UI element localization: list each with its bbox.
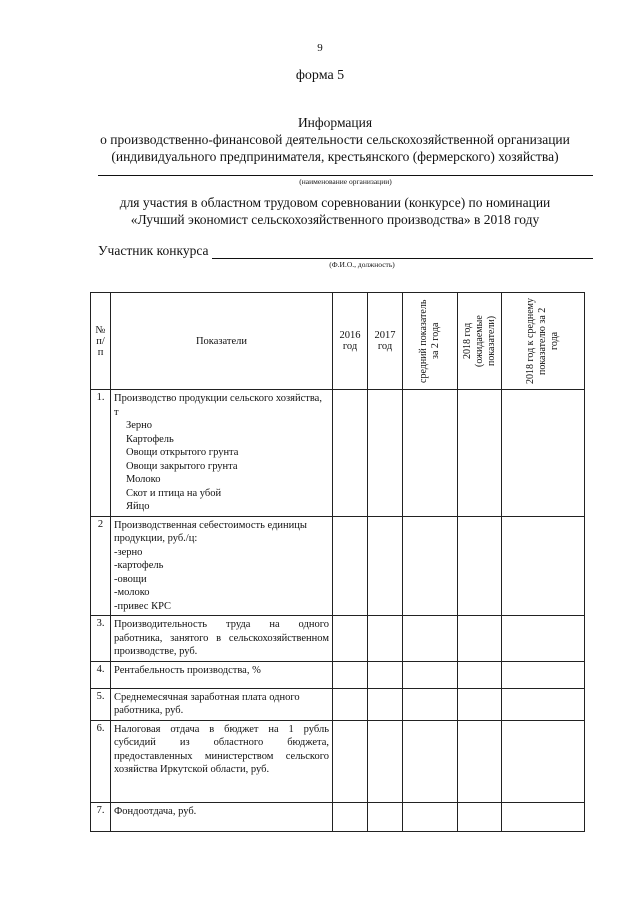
value-cell[interactable] [403,390,458,517]
participation-line-1: для участия в областном трудовом соревновании (конкурсе) по номинации [119,195,551,210]
organization-name-line [98,175,593,176]
header-indicator: Показатели [111,293,333,390]
row-title: Производственная себестоимость единицы продукции, руб./ц: [114,519,307,544]
value-cell[interactable] [368,516,403,616]
value-cell[interactable] [368,616,403,662]
header-average [403,293,458,390]
value-cell[interactable] [458,802,502,832]
table-row [91,516,585,616]
header-ratio-text: 2018 год к среднему показателю за 2 года [525,298,560,384]
header-2017: 2017 год [368,293,403,390]
value-cell[interactable] [502,390,585,517]
row-indicator [111,516,333,616]
value-cell[interactable] [333,720,368,802]
value-cell[interactable] [333,802,368,832]
participant-name-line [212,258,593,259]
row-indicator: Рентабельность производства, % [111,661,333,688]
organization-caption: (наименование организации) [299,177,392,186]
table-row [91,720,585,802]
value-cell[interactable] [403,688,458,720]
table-row [91,616,585,662]
table-header-row [91,293,585,390]
sub-item: Картофель [126,433,174,445]
row-indicator: Производительность труда на одного работника, занятого в сельскохозяйственном производстве, руб. [111,616,333,662]
row-number: 6. [91,720,111,802]
value-cell[interactable] [333,616,368,662]
value-cell[interactable] [502,616,585,662]
sub-item: -привес КРС [114,600,172,612]
sub-item: Овощи открытого грунта [126,447,239,458]
table-row [91,661,585,688]
title-line-3: (индивидуального предпринимателя, крестьянского (фермерского) хозяйства) [111,149,559,164]
row-number: 1. [91,390,111,517]
value-cell[interactable] [368,720,403,802]
value-cell[interactable] [403,661,458,688]
row-indicator: Фондоотдача, руб. [111,802,333,832]
value-cell[interactable] [333,661,368,688]
participation-line-2: «Лучший экономист сельскохозяйственного производства» в 2018 году [130,212,540,227]
header-average-text: средний показатель за 2 года [418,299,441,383]
value-cell[interactable] [368,661,403,688]
title-line-1: Информация [297,115,373,130]
participant-label: Участник конкурса [98,243,209,258]
value-cell[interactable] [368,802,403,832]
value-cell[interactable] [333,516,368,616]
value-cell[interactable] [458,720,502,802]
row-number: 2 [91,516,111,616]
participation-text [60,194,610,228]
sub-item: Зерно [126,420,153,431]
sub-item: Овощи закрытого грунта [126,460,238,472]
value-cell[interactable] [403,802,458,832]
sub-item: -картофель [114,560,164,571]
header-num: № п/п [91,293,111,390]
value-cell[interactable] [502,720,585,802]
value-cell[interactable] [458,516,502,616]
value-cell[interactable] [333,688,368,720]
value-cell[interactable] [403,720,458,802]
page-number: 9 [317,42,323,54]
sub-item: Яйцо [126,501,150,512]
value-cell[interactable] [502,802,585,832]
form-label: форма 5 [295,68,345,83]
row-indicator [111,390,333,517]
row-number: 7. [91,802,111,832]
sub-item: -овощи [114,573,147,585]
value-cell[interactable] [458,688,502,720]
row-number: 4. [91,661,111,688]
row-title: Производство продукции сельского хозяйства, т [114,393,322,418]
value-cell[interactable] [458,390,502,517]
participant-caption: (Ф.И.О., должность) [329,260,395,269]
title-line-2: о производственно-финансовой деятельности сельскохозяйственной организации [100,132,570,147]
value-cell[interactable] [502,661,585,688]
value-cell[interactable] [502,516,585,616]
sub-item: Молоко [126,474,161,485]
header-ratio [502,293,585,390]
table-row [91,802,585,832]
document-title [60,114,610,165]
table-row [91,688,585,720]
row-number: 5. [91,688,111,720]
header-2016: 2016 год [333,293,368,390]
indicators-table [90,292,585,832]
value-cell[interactable] [403,616,458,662]
header-2018-text: 2018 год (ожидаемые показатели) [461,315,497,367]
value-cell[interactable] [458,661,502,688]
value-cell[interactable] [502,688,585,720]
value-cell[interactable] [403,516,458,616]
value-cell[interactable] [458,616,502,662]
row-indicator: Налоговая отдача в бюджет на 1 рубль субсидий из областного бюджета, предоставленных министерством сельского хозяйства Иркутской области, руб. [111,720,333,802]
table-row [91,390,585,517]
row-indicator: Среднемесячная заработная плата одного работника, руб. [111,688,333,720]
value-cell[interactable] [368,390,403,517]
value-cell[interactable] [333,390,368,517]
sub-item: Скот и птица на убой [126,487,222,499]
header-2018 [458,293,502,390]
sub-item: -молоко [114,587,150,598]
value-cell[interactable] [368,688,403,720]
row-number: 3. [91,616,111,662]
sub-item: -зерно [114,546,143,558]
